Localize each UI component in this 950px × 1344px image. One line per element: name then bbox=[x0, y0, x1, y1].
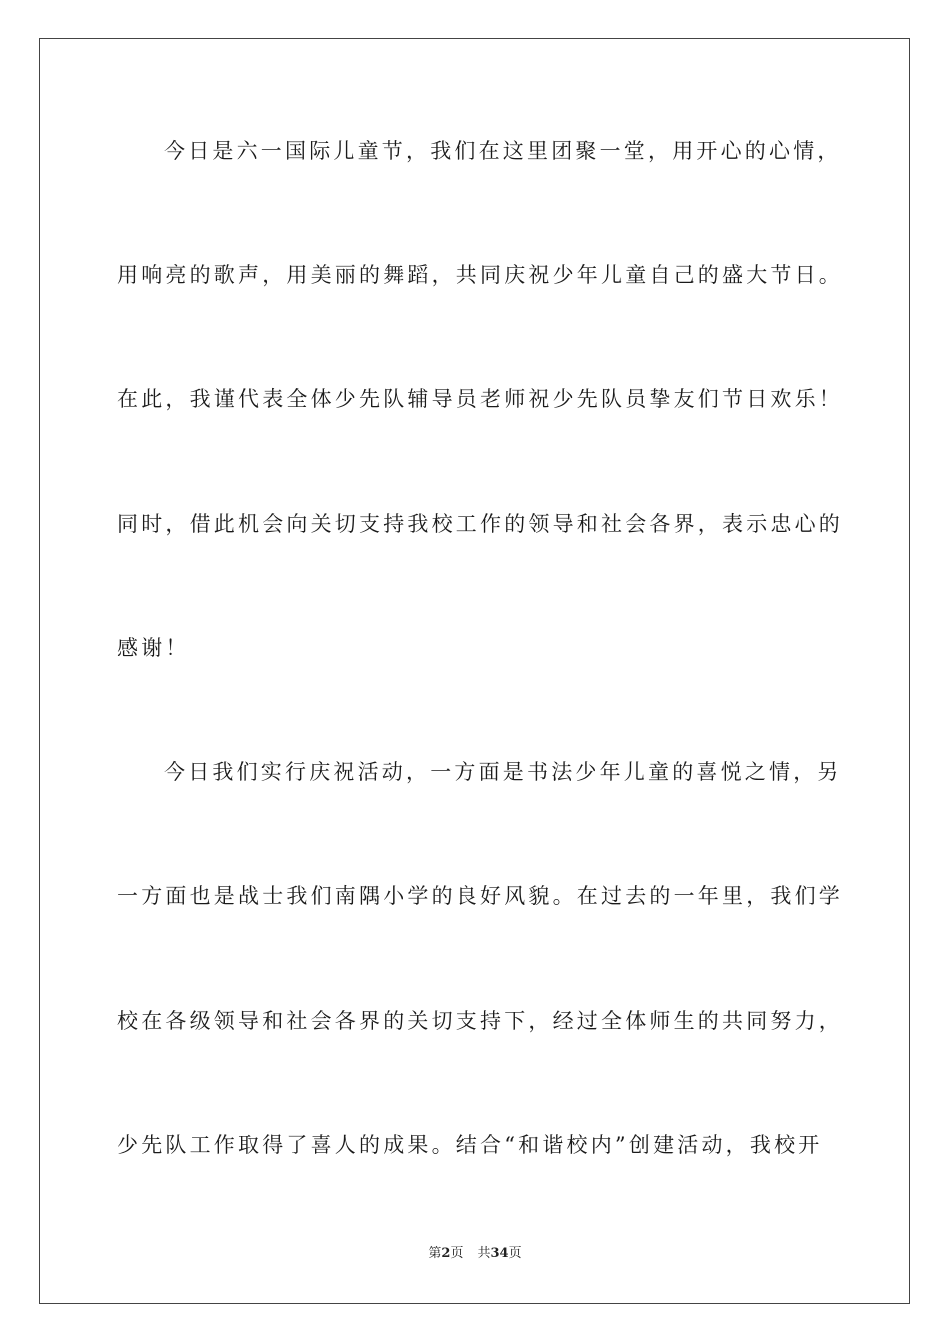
total-prefix: 共 bbox=[477, 1246, 491, 1261]
paragraph-line: 今日我们实行庆祝活动，一方面是书法少年儿童的喜悦之情，另 bbox=[164, 760, 842, 784]
paragraph-line: 同时，借此机会向关切支持我校工作的领导和社会各界，表示忠心的 bbox=[117, 512, 843, 536]
paragraph-line: 少先队工作取得了喜人的成果。结合“和谐校内”创建活动，我校开 bbox=[117, 1133, 823, 1157]
total-suffix: 页 bbox=[508, 1246, 522, 1261]
page-footer bbox=[0, 1245, 950, 1263]
page-prefix: 第 bbox=[428, 1246, 442, 1261]
page-suffix: 页 bbox=[450, 1246, 464, 1261]
page-total: 34 bbox=[490, 1246, 509, 1261]
paragraph-line: 校在各级领导和社会各界的关切支持下，经过全体师生的共同努力， bbox=[117, 1009, 843, 1033]
paragraph-line: 用响亮的歌声，用美丽的舞蹈，共同庆祝少年儿童自己的盛大节日。 bbox=[117, 263, 843, 287]
page-border bbox=[39, 38, 910, 1304]
paragraph-line: 在此，我谨代表全体少先队辅导员老师祝少先队员挚友们节日欢乐！ bbox=[117, 387, 843, 411]
paragraph-line: 感谢！ bbox=[117, 636, 190, 660]
paragraph-line: 一方面也是战士我们南隅小学的良好风貌。在过去的一年里，我们学 bbox=[117, 884, 843, 908]
page-current: 2 bbox=[441, 1246, 451, 1261]
paragraph-line: 今日是六一国际儿童节，我们在这里团聚一堂，用开心的心情， bbox=[164, 139, 842, 163]
